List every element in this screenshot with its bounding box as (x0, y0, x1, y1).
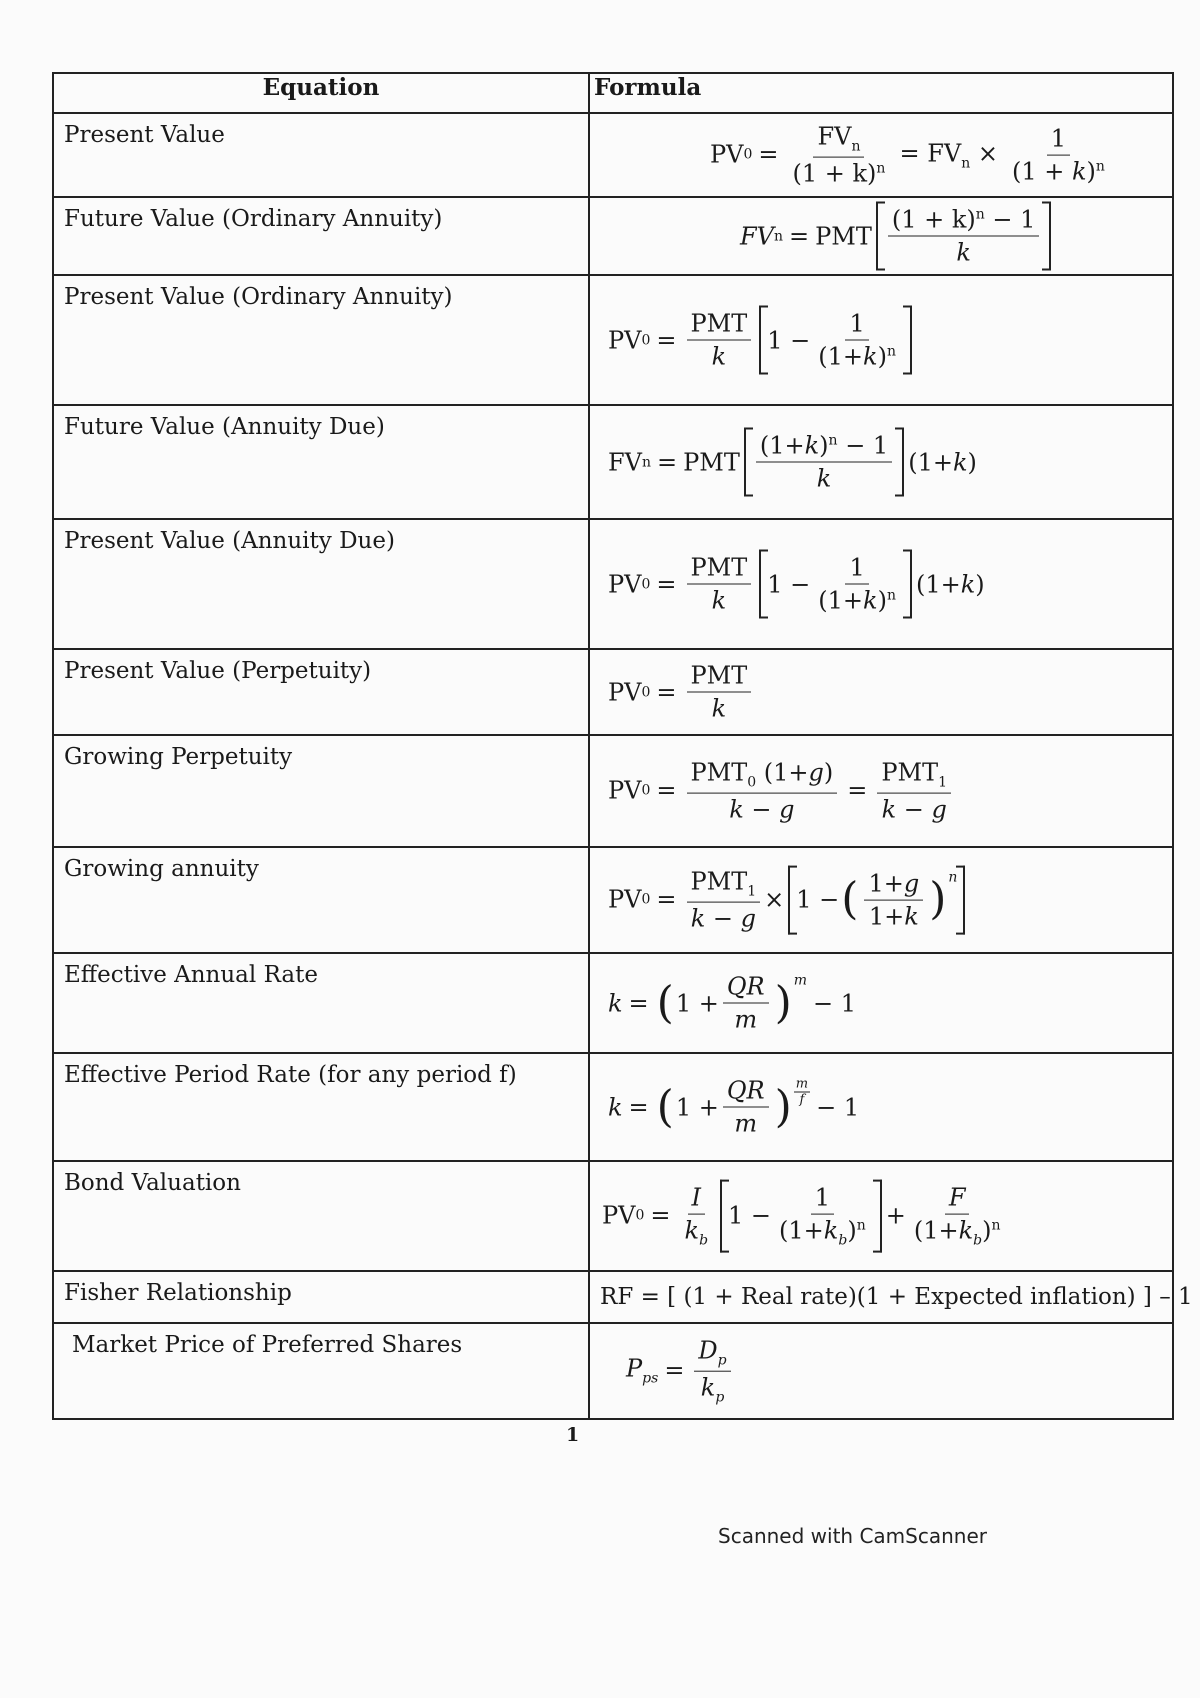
formula-fisher-relationship: RF = [ (1 + Real rate)(1 + Expected inflation) ] – 1 (589, 1271, 1173, 1323)
formula-pv-annuity-due: PV 0 = $\frac{\text{PMT}}{k}$ 1 − $\frac{1}{(1+k)^n}$ (1+ k ) (589, 519, 1173, 649)
equation-name: Present Value (Ordinary Annuity) (53, 275, 589, 405)
table-row (53, 847, 1173, 953)
formula-pv-perpetuity: PV 0 = $\frac{\text{PMT}}{k}$ (589, 649, 1173, 735)
table-row (53, 113, 1173, 197)
formula-table (52, 72, 1193, 1420)
formula-bond-valuation: PV 0 = $\frac{I}{k_b}$ 1 − $\frac{1}{(1+k_b)^n}$ + $\frac{F}{(1+k_b)^n}$ (589, 1161, 1173, 1271)
table-row (53, 953, 1173, 1053)
table-row (53, 197, 1173, 275)
formula-effective-period-rate: k = ( 1 + $\frac{QR}{m}$ ) $^{\frac{m}{f}}$ − 1 (589, 1053, 1173, 1161)
formula-present-value: PV 0 = $\frac{FV_n}{(1 + k)^n}$ = $FV_n$ × $\frac{1}{(1 + k)^n}$ (589, 113, 1173, 197)
formula-preferred-shares: $P_{ps}$ = $\frac{D_p}{k_p}$ (589, 1323, 1173, 1419)
equation-name: Future Value (Ordinary Annuity) (53, 197, 589, 275)
table-row (53, 1053, 1173, 1161)
table-row (53, 1323, 1173, 1419)
table-row (53, 275, 1173, 405)
equation-name: Effective Period Rate (for any period f) (53, 1053, 589, 1161)
equation-name: Future Value (Annuity Due) (53, 405, 589, 519)
equation-name: Fisher Relationship (53, 1271, 589, 1323)
formula-effective-annual-rate: k = ( 1 + $\frac{QR}{m}$ ) $^m$ − 1 (589, 953, 1173, 1053)
equation-name: Growing annuity (53, 847, 589, 953)
equation-name: Bond Valuation (53, 1161, 589, 1271)
table-row (53, 1271, 1173, 1323)
table-row (53, 649, 1173, 735)
equation-name: Present Value (53, 113, 589, 197)
equation-column-header: Equation (53, 73, 589, 113)
table-row (53, 519, 1173, 649)
equation-name: Effective Annual Rate (53, 953, 589, 1053)
table-header-row (53, 73, 1173, 113)
page-number: 1 (566, 1424, 580, 1446)
table-row (53, 405, 1173, 519)
table-row (53, 1161, 1173, 1271)
formula-growing-annuity: PV 0 = $\frac{PMT_1}{k - g}$ × 1 − ( $\frac{1+g}{1+k}$ ) $^n$ (589, 847, 1173, 953)
camscanner-watermark: Scanned with CamScanner (718, 1524, 987, 1548)
formula-fv-ordinary-annuity: FV n = PMT $\frac{(1 + k)^n - 1}{k}$ (589, 197, 1173, 275)
formula-fv-annuity-due: FV n = PMT $\frac{(1+k)^n - 1}{k}$ (1+ k ) (589, 405, 1173, 519)
table-row (53, 735, 1173, 847)
equation-name: Present Value (Perpetuity) (53, 649, 589, 735)
formula-pv-ordinary-annuity: PV 0 = $\frac{\text{PMT}}{k}$ 1 − $\frac{1}{(1+k)^n}$ (589, 275, 1173, 405)
equation-name: Present Value (Annuity Due) (53, 519, 589, 649)
formula-growing-perpetuity: PV 0 = $\frac{PMT_0 (1+g)}{k - g}$ = $\frac{PMT_1}{k - g}$ (589, 735, 1173, 847)
equation-name: Market Price of Preferred Shares (53, 1323, 589, 1419)
equation-name: Growing Perpetuity (53, 735, 589, 847)
formula-column-header: Formula (589, 73, 1173, 113)
